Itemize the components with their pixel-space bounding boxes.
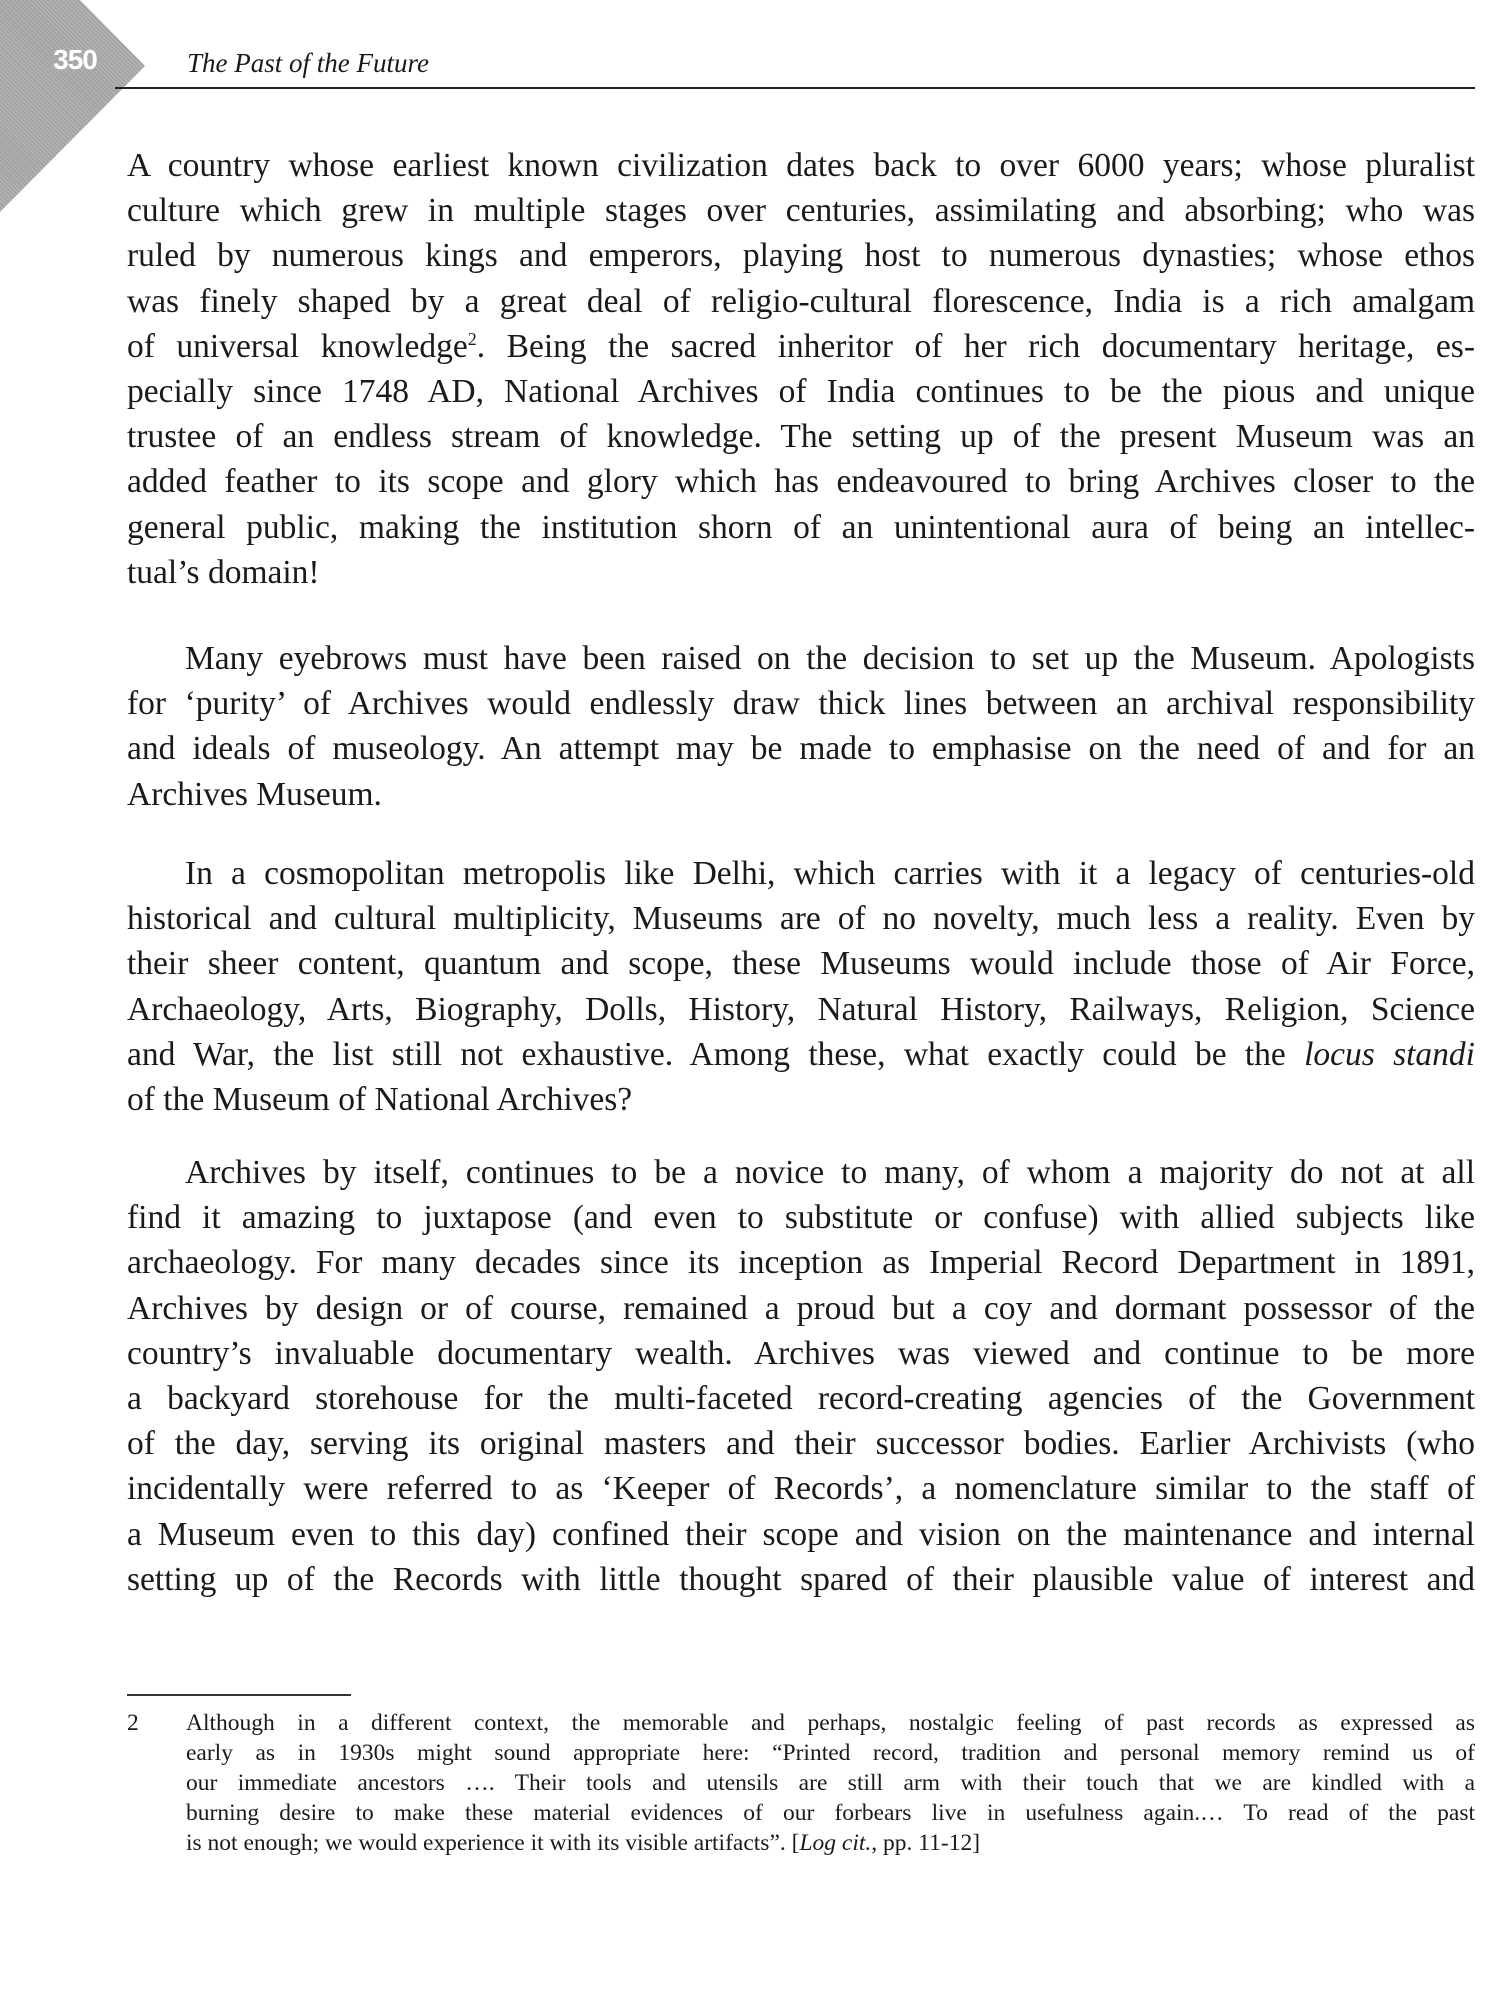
paragraph (127, 636, 1475, 817)
paragraph (127, 143, 1475, 595)
text-line: Many eyebrows must have been raised on the decision to set up the Museum. Apologists (185, 640, 1475, 677)
italic-term: locus standi (1304, 1035, 1475, 1073)
text-line: culture which grew in multiple stages over centuries, assimilating and absorbing; who was (127, 192, 1475, 230)
text-line: for ‘purity’ of Archives would endlessly draw thick lines between an archival responsibility (127, 685, 1475, 723)
italic-term: Log cit. (799, 1830, 872, 1856)
text-line: of the day, serving its original masters and their successor bodies. Earlier Archivists (who (127, 1425, 1475, 1463)
footnote-line: is not enough; we would experience it with its visible artifacts”. [Log cit., pp. 11-12] (186, 1830, 981, 1856)
text-line: added feather to its scope and glory which has endeavoured to bring Archives closer to the (127, 463, 1475, 501)
text-line: trustee of an endless stream of knowledge. The setting up of the present Museum was an (127, 418, 1475, 456)
text-line: their sheer content, quantum and scope, these Museums would include those of Air Force, (127, 945, 1475, 983)
paragraph (127, 851, 1475, 1122)
text-line: setting up of the Records with little thought spared of their plausible value of interest and (127, 1560, 1475, 1598)
text-line: a Museum even to this day) confined their scope and vision on the maintenance and internal (127, 1515, 1475, 1553)
footnote-rule (127, 1694, 351, 1696)
footnote-line: early as in 1930s might sound appropriate here: “Printed record, tradition and personal memory remind us of (186, 1740, 1475, 1766)
text-line: historical and cultural multiplicity, Museums are of no novelty, much less a reality. Even by (127, 900, 1475, 938)
text-line: of the Museum of National Archives? (127, 1080, 633, 1118)
text-line: was finely shaped by a great deal of religio-cultural florescence, India is a rich amalgam (127, 282, 1475, 320)
footnote-reference: 2 (467, 328, 477, 349)
text-line: In a cosmopolitan metropolis like Delhi, which carries with it a legacy of centuries-old (185, 855, 1475, 892)
text-line: a backyard storehouse for the multi-faceted record-creating agencies of the Government (127, 1379, 1475, 1417)
text-line: archaeology. For many decades since its inception as Imperial Record Department in 1891, (127, 1244, 1475, 1282)
text-line: Archives by design or of course, remained a proud but a coy and dormant possessor of the (127, 1289, 1475, 1327)
footnote-text (186, 1708, 1475, 1858)
text-line: find it amazing to juxtapose (and even to substitute or confuse) with allied subjects like (127, 1199, 1475, 1237)
page-number: 350 (53, 44, 97, 75)
text-line: tual’s domain! (127, 553, 320, 591)
text-line: Archives Museum. (127, 775, 382, 813)
text-line: A country whose earliest known civilization dates back to over 6000 years; whose pluralist (127, 147, 1475, 184)
footnote-number: 2 (127, 1710, 139, 1736)
footnote-line: Although in a different context, the memorable and perhaps, nostalgic feeling of past records as expressed as (186, 1710, 1475, 1736)
text-line: Archives by itself, continues to be a novice to many, of whom a majority do not at all (185, 1154, 1475, 1191)
footnote-line: burning desire to make these material evidences of our forbears live in usefulness again.… To read of the past (186, 1800, 1475, 1826)
text-line: and War, the list still not exhaustive. Among these, what exactly could be the locus standi (127, 1035, 1475, 1073)
header-rule (115, 87, 1475, 89)
text-line: and ideals of museology. An attempt may be made to emphasise on the need of and for an (127, 730, 1475, 768)
paragraph (127, 1150, 1475, 1602)
text-line: pecially since 1748 AD, National Archives of India continues to be the pious and unique (127, 372, 1475, 410)
text-line: general public, making the institution shorn of an unintentional aura of being an intellec- (127, 508, 1475, 546)
text-line: of universal knowledge$^2$. Being the sacred inheritor of her rich documentary heritage, es- (127, 327, 1475, 365)
text-line: Archaeology, Arts, Biography, Dolls, History, Natural History, Railways, Religion, Science (127, 990, 1475, 1028)
text-line: incidentally were referred to as ‘Keeper of Records’, a nomenclature similar to the staff of (127, 1470, 1475, 1508)
text-line: ruled by numerous kings and emperors, playing host to numerous dynasties; whose ethos (127, 237, 1475, 275)
running-title: The Past of the Future (187, 48, 429, 78)
footnote-line: our immediate ancestors …. Their tools and utensils are still arm with their touch that we are kindled with a (186, 1770, 1475, 1796)
text-line: country’s invaluable documentary wealth. Archives was viewed and continue to be more (127, 1334, 1475, 1372)
